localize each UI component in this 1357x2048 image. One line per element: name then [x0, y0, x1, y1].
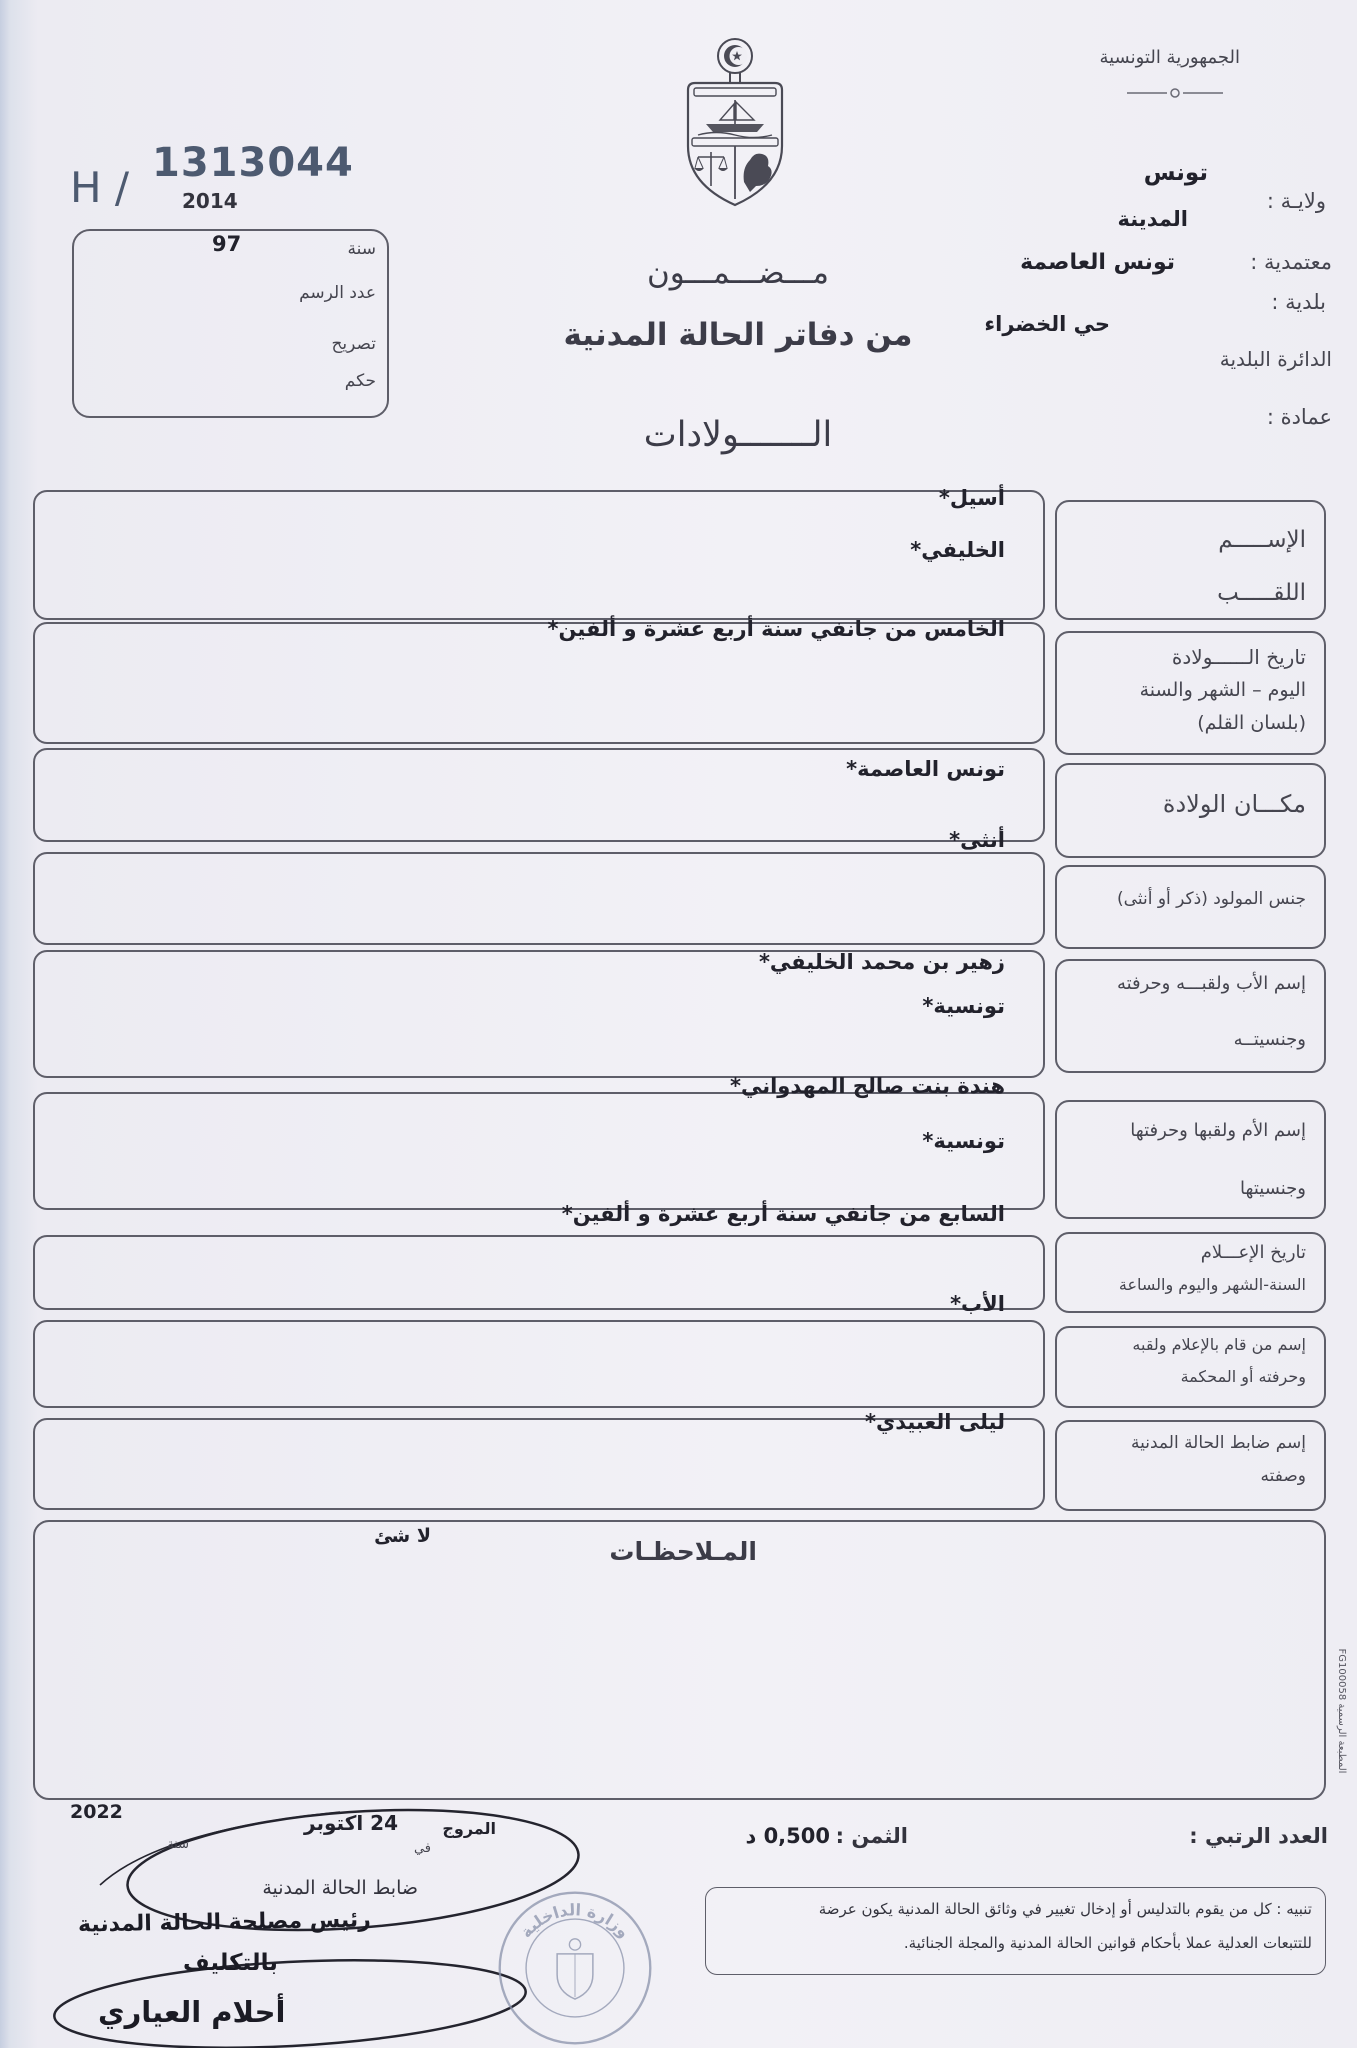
district-label: الدائرة البلدية	[1219, 347, 1332, 371]
record-entry-value: 97	[212, 232, 242, 256]
officer-label: إسم ضابط الحالة المدنية	[1131, 1433, 1306, 1453]
serial-number-label: العدد الرتبي :	[1189, 1824, 1328, 1848]
printer-mark: المطبعة الرسمية FG100058	[1336, 1648, 1347, 1774]
wilaya-label: ولايـة :	[1266, 189, 1326, 213]
document-subtitle: من دفاتر الحالة المدنية	[563, 317, 913, 353]
declaration-date-value: السابع من جانفي سنة أربع عشرة و ألفين*	[561, 1202, 1005, 1226]
declarant-value: الأب*	[950, 1292, 1005, 1316]
father-label: إسم الأب ولقبـــه وحرفته	[1116, 973, 1306, 994]
republic-title: الجمهورية التونسية	[1099, 47, 1240, 68]
declarant-value-box	[33, 1320, 1045, 1408]
issue-in-label: في	[413, 1841, 431, 1856]
officer-value: ليلى العبيدي*	[864, 1410, 1005, 1434]
declaration-date-sublabel: السنة-الشهر واليوم والساعة	[1118, 1275, 1306, 1294]
imada-label: عمادة :	[1266, 405, 1332, 429]
delegation-value: تونس العاصمة	[1020, 250, 1175, 275]
officer-sublabel: وصفته	[1260, 1466, 1306, 1486]
price-value: 0,500 د	[745, 1824, 830, 1848]
declarant-label: إسم من قام بالإعلام ولقبه	[1132, 1335, 1306, 1354]
registry-prefix: H /	[70, 163, 130, 212]
tunisia-coat-of-arms-icon	[680, 36, 790, 208]
birth-date-value: الخامس من جانفي سنة أربع عشرة و ألفين*	[547, 617, 1005, 641]
birth-date-words-label: (بلسان القلم)	[1197, 712, 1306, 734]
sex-value: أنثى*	[949, 828, 1005, 852]
birth-date-sublabel: اليوم – الشهر والسنة	[1139, 679, 1306, 701]
record-number-label: عدد الرسم	[299, 283, 376, 303]
delegation-label: معتمدية :	[1250, 250, 1332, 274]
svg-text:وزارة الداخلية	[516, 1900, 633, 1941]
name-value-box	[33, 490, 1045, 620]
registry-number: 1313044	[152, 140, 354, 186]
declaration-label: تصريح	[331, 334, 376, 354]
first-name-label: الإســـــم	[1218, 527, 1306, 553]
sex-label: جنس المولود (ذكر أو أنثى)	[1117, 889, 1306, 909]
notice-line-1: تنبيه : كل من يقوم بالتدليس أو إدخال تغيير في وثائق الحالة المدنية يكون عرضة	[818, 1900, 1312, 1918]
declaration-date-value-box	[33, 1235, 1045, 1310]
first-name-value: أسيل*	[938, 486, 1005, 510]
birthplace-value: تونس العاصمة*	[846, 757, 1005, 781]
issue-date: 24 اكتوبر	[304, 1811, 398, 1835]
mother-name-value: هندة بنت صالح المهدواني*	[730, 1074, 1005, 1098]
remarks-label: المـلاحظـات	[609, 1537, 757, 1566]
registry-year: 2014	[182, 189, 238, 213]
mother-nationality-label: وجنسيتها	[1240, 1178, 1306, 1199]
birthplace-label: مكـــان الولادة	[1162, 790, 1306, 818]
father-nationality-label: وجنسيتــه	[1233, 1029, 1306, 1050]
seal-text: وزارة الداخلية	[516, 1900, 634, 1942]
price-label: الثمن :	[835, 1824, 908, 1848]
record-box	[72, 229, 389, 418]
issue-year-label: سنة	[167, 1837, 189, 1852]
notice-line-2: للتتبعات العدلية عملا بأحكام قوانين الحالة المدنية والمجلة الجنائية.	[903, 1934, 1312, 1952]
stamp-mandate: بالتكليف	[183, 1950, 278, 1976]
mother-label-box	[1055, 1100, 1326, 1219]
surname-value: الخليفي*	[910, 538, 1005, 562]
remarks-value: لا شئ	[374, 1525, 431, 1547]
sex-value-box	[33, 852, 1045, 945]
record-year-label: سنة	[347, 239, 376, 259]
declarant-sublabel: وحرفته أو المحكمة	[1180, 1367, 1306, 1386]
wilaya-value: تونس	[1143, 160, 1208, 186]
issue-year: 2022	[70, 1801, 123, 1823]
stamp-name: أحلام العياري	[98, 1995, 286, 2029]
father-name-value: زهير بن محمد الخليفي*	[758, 950, 1005, 974]
section-title: الـــــــولادات	[643, 415, 833, 455]
issue-place: المروج	[442, 1819, 496, 1838]
district-value: حي الخضراء	[984, 312, 1110, 336]
mother-nationality-value: تونسية*	[922, 1129, 1005, 1153]
officer-title: ضابط الحالة المدنية	[262, 1877, 418, 1899]
municipality-label: بلدية :	[1271, 290, 1326, 314]
judgment-label: حكم	[344, 371, 376, 391]
title-ornament	[1125, 86, 1225, 100]
stamp-title: رئيس مصلحة الحالة المدنية	[77, 1907, 372, 1938]
city-value: المدينة	[1117, 207, 1188, 231]
declaration-date-label: تاريخ الإعـــلام	[1200, 1242, 1306, 1263]
mother-label: إسم الأم ولقبها وحرفتها	[1130, 1120, 1306, 1141]
ministry-seal-icon	[490, 1888, 660, 2048]
mother-value-box	[33, 1092, 1045, 1210]
document-title: مـــضـــمـــون	[647, 255, 829, 291]
father-nationality-value: تونسية*	[922, 994, 1005, 1018]
surname-label: اللقـــــب	[1217, 580, 1306, 606]
birth-date-label: تاريخ الــــــولادة	[1171, 645, 1306, 669]
